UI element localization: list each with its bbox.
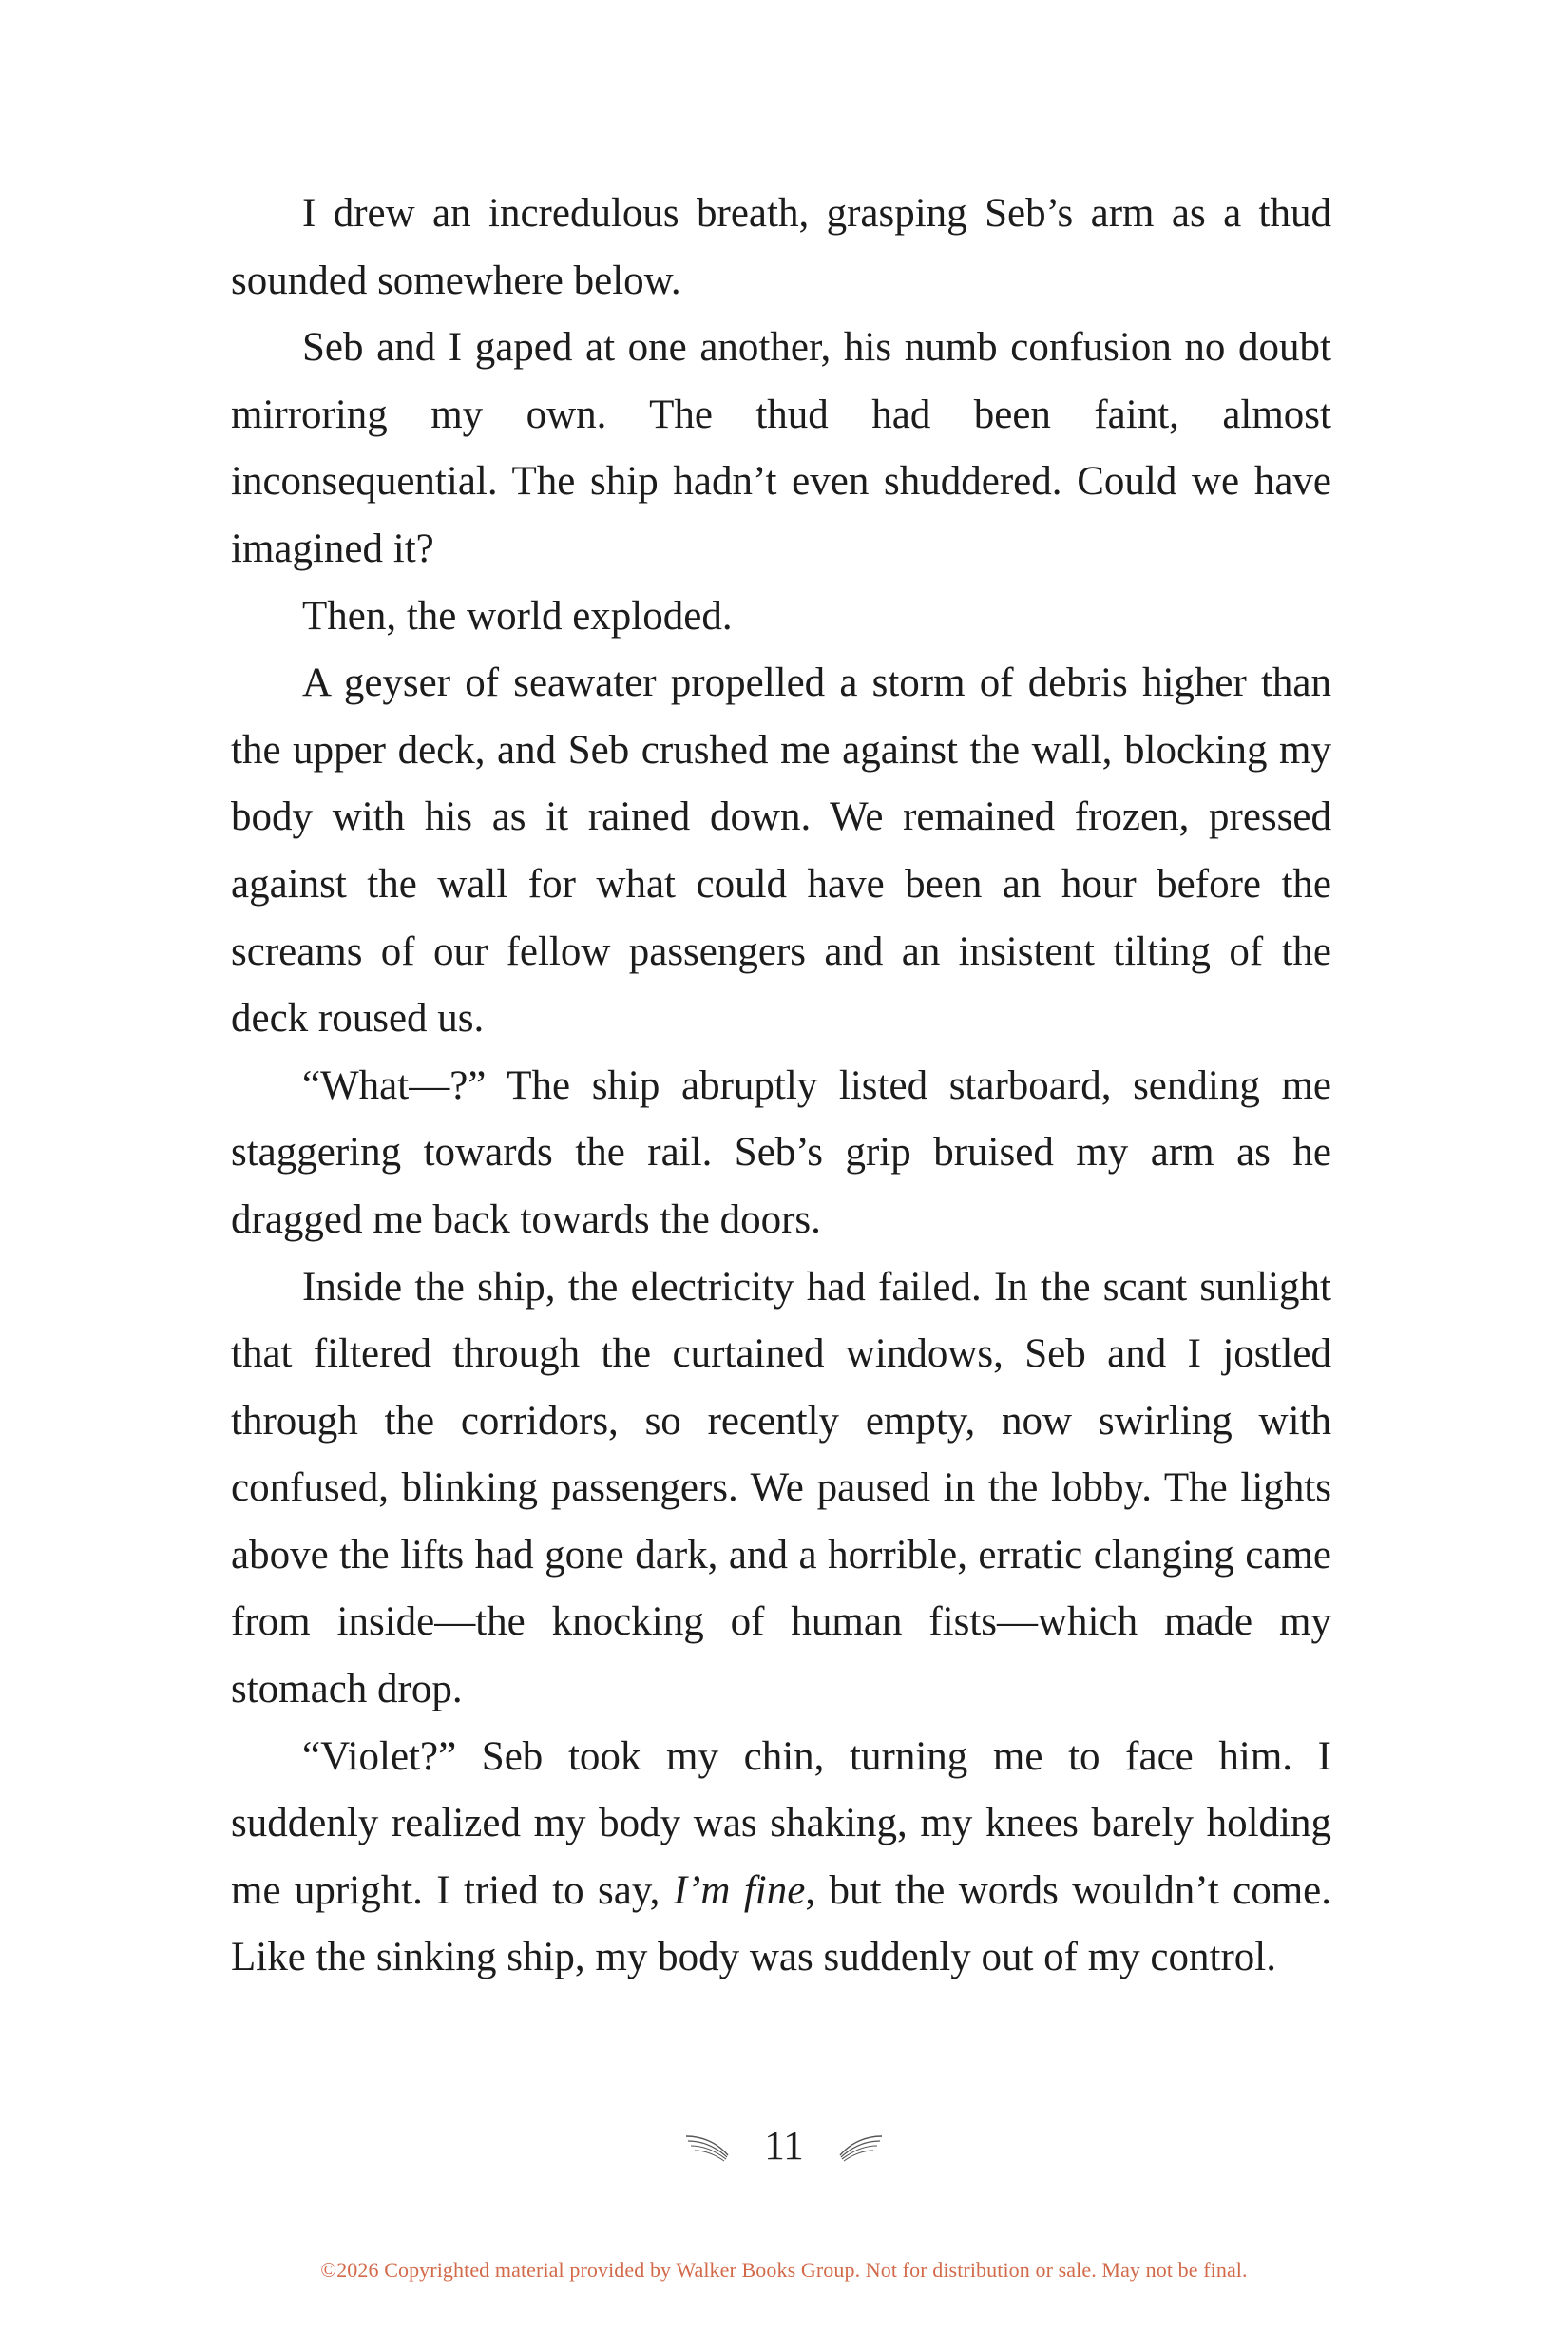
paragraph — [231, 583, 1331, 651]
page-footer-folio — [0, 2117, 1568, 2174]
paragraph — [231, 1053, 1331, 1254]
paragraph-text: I drew an incredulous breath, grasping Seb’s arm as a thud sounded somewhere below. — [231, 191, 1331, 303]
copyright-notice: ©2026 Copyrighted material provided by Walker Books Group. Not for distribution or sale. May not be final. — [320, 2258, 1248, 2282]
paragraph-text: Inside the ship, the electricity had failed. In the scant sunlight that filtered through the curtained windows, Seb and I jostled through the corridors, so recently empty, now swirling with confused, blinking passengers. We paused in the lobby. The lights above the lifts had gone dark, and a horrible, erratic clanging came from inside—the knocking of human fists—which made my stomach drop. — [231, 1264, 1331, 1712]
paragraph-text: Then, the world exploded. — [302, 593, 733, 639]
paragraph-text: , but the words wouldn’t come. Like the sinking ship, my body was suddenly out of my control. — [231, 1867, 1331, 1980]
paragraph-text: Seb and I gaped at one another, his numb confusion no doubt mirroring my own. The thud had been faint, almost inconsequential. The ship hadn’t even shuddered. Could we have imagined it? — [231, 325, 1331, 571]
paragraph-text: “Violet?” Seb took my chin, turning me to face him. I suddenly realized my body was shaking, my knees barely holding me upright. I tried to say, — [231, 1733, 1331, 1913]
body-text — [231, 181, 1331, 1992]
paragraph — [231, 315, 1331, 583]
paragraph-text: A geyser of seawater propelled a storm of debris higher than the upper deck, and Seb crushed me against the wall, blocking my body with his as it rained down. We remained frozen, pressed against the wall for what could have been an hour before the screams of our fellow passengers and an insistent tilting of the deck roused us. — [231, 660, 1331, 1042]
paragraph-text: “What—?” The ship abruptly listed starboard, sending me staggering towards the rail. Seb’s grip bruised my arm as he dragged me back towards the doors. — [231, 1062, 1331, 1242]
paragraph — [231, 1724, 1331, 1992]
paragraph — [231, 181, 1331, 315]
italic-text: I’m fine — [673, 1867, 806, 1913]
paragraph — [231, 650, 1331, 1053]
wing-flourish-left-icon — [684, 2127, 732, 2165]
page-number: 11 — [764, 2123, 804, 2169]
wing-flourish-right-icon — [836, 2127, 884, 2165]
paragraph — [231, 1254, 1331, 1724]
